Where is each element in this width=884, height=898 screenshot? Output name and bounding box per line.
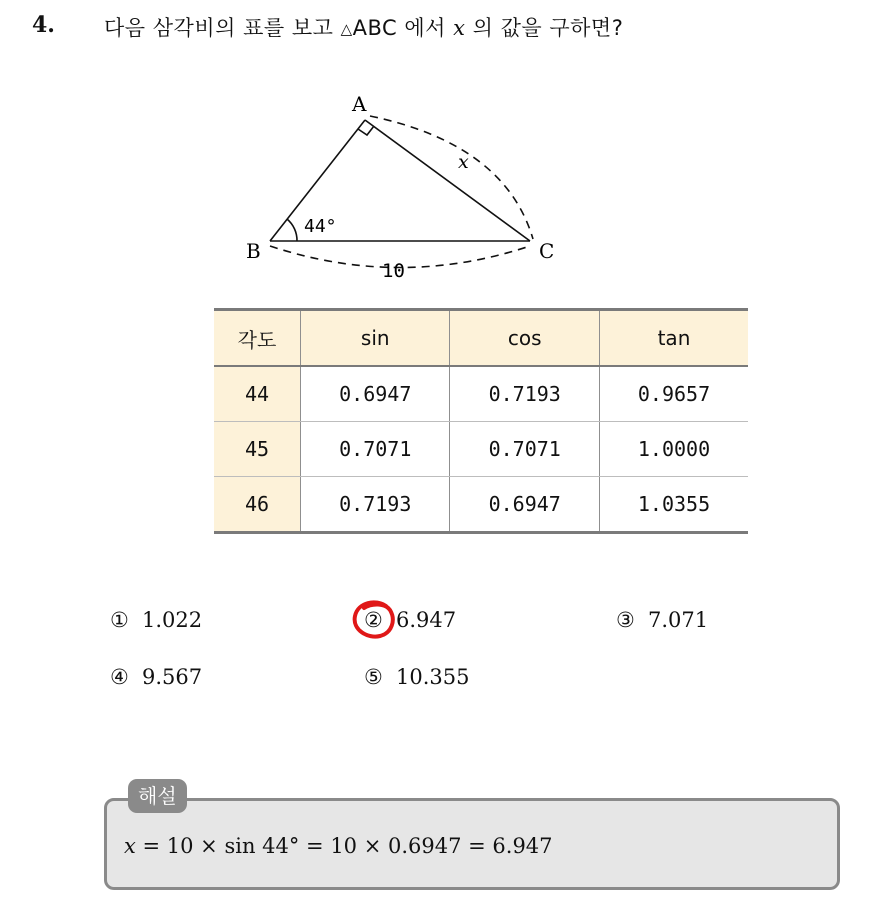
side-ac-label: x bbox=[458, 151, 469, 173]
table-cell: 0.6947 bbox=[301, 366, 450, 422]
triangle-figure bbox=[230, 84, 570, 284]
table-cell: 45 bbox=[214, 422, 301, 477]
solution-variable: x bbox=[124, 834, 136, 858]
table-cell: 0.7071 bbox=[450, 422, 599, 477]
table-row bbox=[214, 477, 748, 533]
table-cell: 0.7193 bbox=[450, 366, 599, 422]
table-header-row bbox=[214, 310, 748, 367]
vertex-a-label: A bbox=[352, 92, 367, 116]
choice-value: 6.947 bbox=[396, 608, 457, 632]
choice-4[interactable] bbox=[110, 665, 202, 689]
choice-mark: ① bbox=[110, 608, 129, 632]
header-angle: 각도 bbox=[214, 310, 301, 367]
vertex-c-label: C bbox=[539, 239, 555, 263]
answer-circle-stroke bbox=[355, 602, 393, 636]
right-angle-mark bbox=[358, 126, 374, 135]
choice-value: 10.355 bbox=[396, 665, 470, 689]
table-cell: 1.0355 bbox=[599, 477, 748, 533]
choice-mark: ② bbox=[364, 608, 383, 632]
choice-mark: ⑤ bbox=[364, 665, 383, 689]
choice-value: 9.567 bbox=[142, 665, 203, 689]
side-bc-label: 10 bbox=[382, 260, 405, 282]
triangle-symbol: △ bbox=[340, 20, 353, 38]
choice-3[interactable] bbox=[616, 608, 708, 632]
header-tan: tan bbox=[599, 310, 748, 367]
choice-value: 7.071 bbox=[648, 608, 709, 632]
table-row bbox=[214, 422, 748, 477]
table-cell: 0.6947 bbox=[450, 477, 599, 533]
question-variable: x bbox=[453, 16, 466, 40]
choice-1[interactable] bbox=[110, 608, 202, 632]
question-text-before: 다음 삼각비의 표를 보고 bbox=[104, 16, 341, 40]
table-cell: 1.0000 bbox=[599, 422, 748, 477]
header-sin: sin bbox=[301, 310, 450, 367]
angle-arc bbox=[287, 219, 297, 241]
question-number: 4. bbox=[32, 12, 55, 38]
trig-table bbox=[214, 308, 748, 534]
table-cell: 0.9657 bbox=[599, 366, 748, 422]
table-row bbox=[214, 366, 748, 422]
table-cell: 44 bbox=[214, 366, 301, 422]
solution-tag: 해설 bbox=[128, 779, 187, 813]
answer-circle-mark bbox=[350, 598, 402, 642]
table-cell: 0.7193 bbox=[301, 477, 450, 533]
triangle-name: ABC 에서 bbox=[352, 16, 454, 40]
question-text bbox=[104, 12, 623, 42]
angle-label: 44° bbox=[304, 216, 337, 237]
choice-value: 1.022 bbox=[142, 608, 203, 632]
choice-5[interactable] bbox=[364, 665, 469, 689]
choice-mark: ③ bbox=[616, 608, 635, 632]
table-cell: 46 bbox=[214, 477, 301, 533]
vertex-b-label: B bbox=[246, 239, 261, 263]
solution-text: x = 10 × sin 44° = 10 × 0.6947 = 6.947 bbox=[124, 834, 553, 858]
side-ac bbox=[365, 120, 530, 241]
table-cell: 0.7071 bbox=[301, 422, 450, 477]
brace-ac bbox=[370, 116, 533, 239]
question-text-after: 의 값을 구하면? bbox=[465, 16, 624, 40]
choice-mark: ④ bbox=[110, 665, 129, 689]
header-cos: cos bbox=[450, 310, 599, 367]
